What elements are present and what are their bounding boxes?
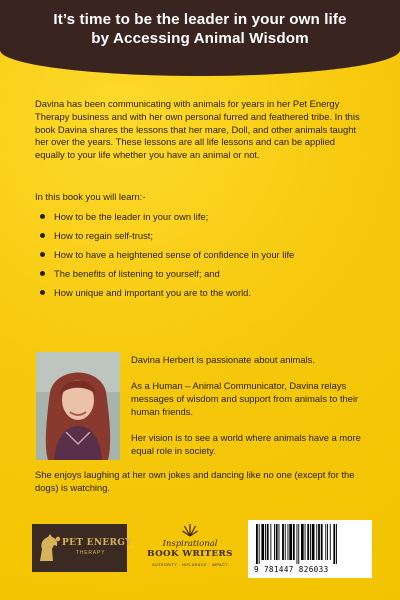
barcode-bar bbox=[318, 524, 320, 560]
barcode-bar bbox=[293, 524, 295, 560]
barcode-bar bbox=[297, 524, 298, 564]
barcode-bar bbox=[312, 524, 315, 560]
barcode-bar bbox=[325, 524, 326, 560]
barcode-bar bbox=[265, 524, 266, 560]
headline bbox=[0, 10, 400, 48]
barcode-bar bbox=[289, 524, 292, 560]
barcode-bar bbox=[276, 524, 278, 560]
bullet-text: How to have a heightened sense of confidence in your life bbox=[54, 249, 295, 260]
headline-line-1: It’s time to be the leader in your own life bbox=[53, 11, 347, 28]
bullet-icon bbox=[40, 252, 45, 257]
author-line-1: Davina Herbert is passionate about animals. bbox=[131, 354, 315, 365]
isbn-barcode bbox=[248, 520, 372, 578]
barcode-bar bbox=[270, 524, 271, 560]
barcode-bar bbox=[327, 524, 328, 560]
intro-paragraph: Davina has been communicating with animals for years in her Pet Energy Therapy business and with her own personal furred and feathered tribe. In this book Davina shares the lessons that her mare, Doll, and other animals taught her over the years. These lessons are all life lessons and can be applied equally to your life whether you have an animal or not. bbox=[35, 98, 360, 161]
barcode-bar bbox=[301, 524, 304, 560]
author-line-3: Her vision is to see a world where animals have a more equal role in society. bbox=[131, 432, 361, 456]
bullet-text: The benefits of listening to yourself; and bbox=[54, 268, 220, 279]
barcode-bar bbox=[333, 524, 335, 564]
barcode-bar bbox=[305, 524, 306, 560]
barcode-icon bbox=[254, 524, 366, 564]
barcode-bar bbox=[288, 524, 289, 560]
sunburst-icon bbox=[182, 522, 198, 538]
list-item bbox=[36, 268, 366, 287]
book-writers-top: Inspirational bbox=[162, 539, 218, 549]
book-writers-main: BOOK WRITERS bbox=[147, 549, 233, 559]
author-photo bbox=[36, 352, 120, 460]
barcode-bar bbox=[282, 524, 284, 560]
bullet-list bbox=[36, 211, 366, 306]
author-portrait-icon bbox=[36, 352, 120, 460]
barcode-bar bbox=[336, 524, 337, 564]
bullet-text: How to regain self-trust; bbox=[54, 230, 153, 241]
barcode-bar bbox=[285, 524, 286, 560]
list-item bbox=[36, 287, 366, 306]
barcode-number: 9 781447 826033 bbox=[254, 565, 329, 574]
bullet-icon bbox=[40, 214, 45, 219]
barcode-bar bbox=[330, 524, 331, 560]
author-line-2: As a Human – Animal Communicator, Davina relays messages of wisdom and support from animals to their human friends. bbox=[131, 380, 359, 417]
pet-energy-name: PET ENERGY bbox=[62, 538, 132, 548]
learn-heading: In this book you will learn:- bbox=[35, 191, 146, 202]
pet-energy-sub: THERAPY bbox=[76, 550, 106, 556]
bullet-icon bbox=[40, 271, 45, 276]
bullet-icon bbox=[40, 290, 45, 295]
barcode-bar bbox=[274, 524, 275, 560]
bullet-text: How unique and important you are to the world. bbox=[54, 287, 251, 298]
list-item bbox=[36, 230, 366, 249]
barcode-bar bbox=[261, 524, 264, 560]
horse-icon bbox=[36, 533, 62, 563]
closing-paragraph: She enjoys laughing at her own jokes and dancing like no one (except for the dogs) is watching. bbox=[35, 469, 355, 493]
list-item bbox=[36, 249, 366, 268]
barcode-bar bbox=[256, 524, 258, 564]
barcode-bar bbox=[279, 524, 280, 560]
barcode-bar bbox=[310, 524, 311, 560]
barcode-bar bbox=[298, 524, 299, 564]
barcode-bar bbox=[307, 524, 309, 560]
barcode-bar bbox=[267, 524, 269, 560]
bullet-icon bbox=[40, 233, 45, 238]
headline-line-2: by Accessing Animal Wisdom bbox=[91, 30, 309, 47]
barcode-bar bbox=[321, 524, 323, 560]
inspirational-book-writers-logo bbox=[140, 522, 240, 572]
book-writers-tagline: AUTHORITY · INFLUENCE · IMPACT bbox=[152, 563, 228, 567]
barcode-bar bbox=[316, 524, 317, 560]
pet-energy-therapy-logo bbox=[32, 524, 132, 572]
list-item bbox=[36, 211, 366, 230]
bullet-text: How to be the leader in your own life; bbox=[54, 211, 209, 222]
barcode-bar bbox=[259, 524, 260, 564]
